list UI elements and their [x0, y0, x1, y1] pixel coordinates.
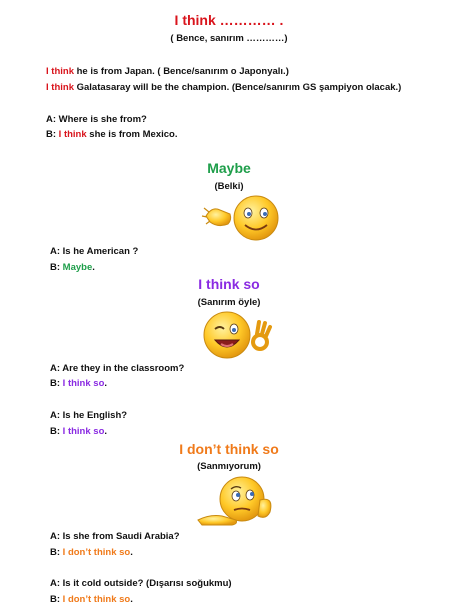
answer-text: . — [92, 262, 95, 273]
speaker: B: — [46, 129, 59, 140]
dialog-question: A: Is it cold outside? (Dışarısı soğukmu) — [50, 578, 232, 589]
dialog-question: A: Where is she from? — [46, 114, 147, 125]
winking-ok-smiley-icon — [203, 310, 273, 360]
dialog-answer — [50, 262, 95, 273]
dialog-question: A: Is she from Saudi Arabia? — [50, 531, 180, 542]
speaker: B: — [50, 594, 63, 605]
speaker: B: — [50, 378, 63, 389]
section-title-dont-think-so: I don’t think so — [179, 441, 279, 457]
dialog-answer — [50, 426, 107, 437]
section-subtitle-maybe: (Belki) — [214, 181, 244, 192]
answer-text: . — [130, 547, 133, 558]
answer-text: . — [104, 426, 108, 437]
page-subtitle: ( Bence, sanırım …………) — [170, 33, 288, 44]
keyword: I think so — [62, 426, 105, 437]
dialog-question: A: Are they in the classroom? — [50, 363, 185, 374]
dialog-answer — [46, 129, 177, 140]
dialog-question: A: Is he English? — [50, 410, 128, 421]
page-title: I think ………… . — [174, 12, 284, 28]
speaker: B: — [50, 262, 63, 273]
example-text: Galatasaray will be the champion. (Bence/sanırım GS şampiyon olacak.) — [73, 82, 402, 93]
keyword: I think so — [62, 378, 105, 389]
keyword: Maybe — [62, 262, 93, 273]
answer-text: she is from Mexico. — [86, 129, 178, 140]
thinking-smiley-icon — [196, 476, 278, 526]
dialog-answer — [50, 378, 107, 389]
example-line-2 — [46, 82, 401, 93]
answer-text: . — [130, 594, 133, 605]
keyword: I don’t think so — [62, 594, 131, 605]
keyword: I think — [58, 129, 87, 140]
speaker: B: — [50, 547, 63, 558]
section-title-think-so: I think so — [198, 276, 260, 292]
dialog-answer — [50, 547, 133, 558]
section-subtitle-dont-think-so: (Sanmıyorum) — [197, 461, 261, 472]
answer-text: . — [104, 378, 108, 389]
section-subtitle-think-so: (Sanırım öyle) — [197, 297, 261, 308]
waving-smiley-icon — [202, 194, 282, 242]
dialog-question: A: Is he American ? — [50, 246, 139, 257]
keyword: I think — [46, 66, 74, 77]
example-line-1 — [46, 66, 289, 77]
speaker: B: — [50, 426, 63, 437]
dialog-answer — [50, 594, 133, 605]
keyword: I think — [46, 82, 74, 93]
section-title-maybe: Maybe — [207, 160, 251, 176]
keyword: I don’t think so — [62, 547, 131, 558]
example-text: he is from Japan. ( Bence/sanırım o Japonyalı.) — [73, 66, 289, 77]
